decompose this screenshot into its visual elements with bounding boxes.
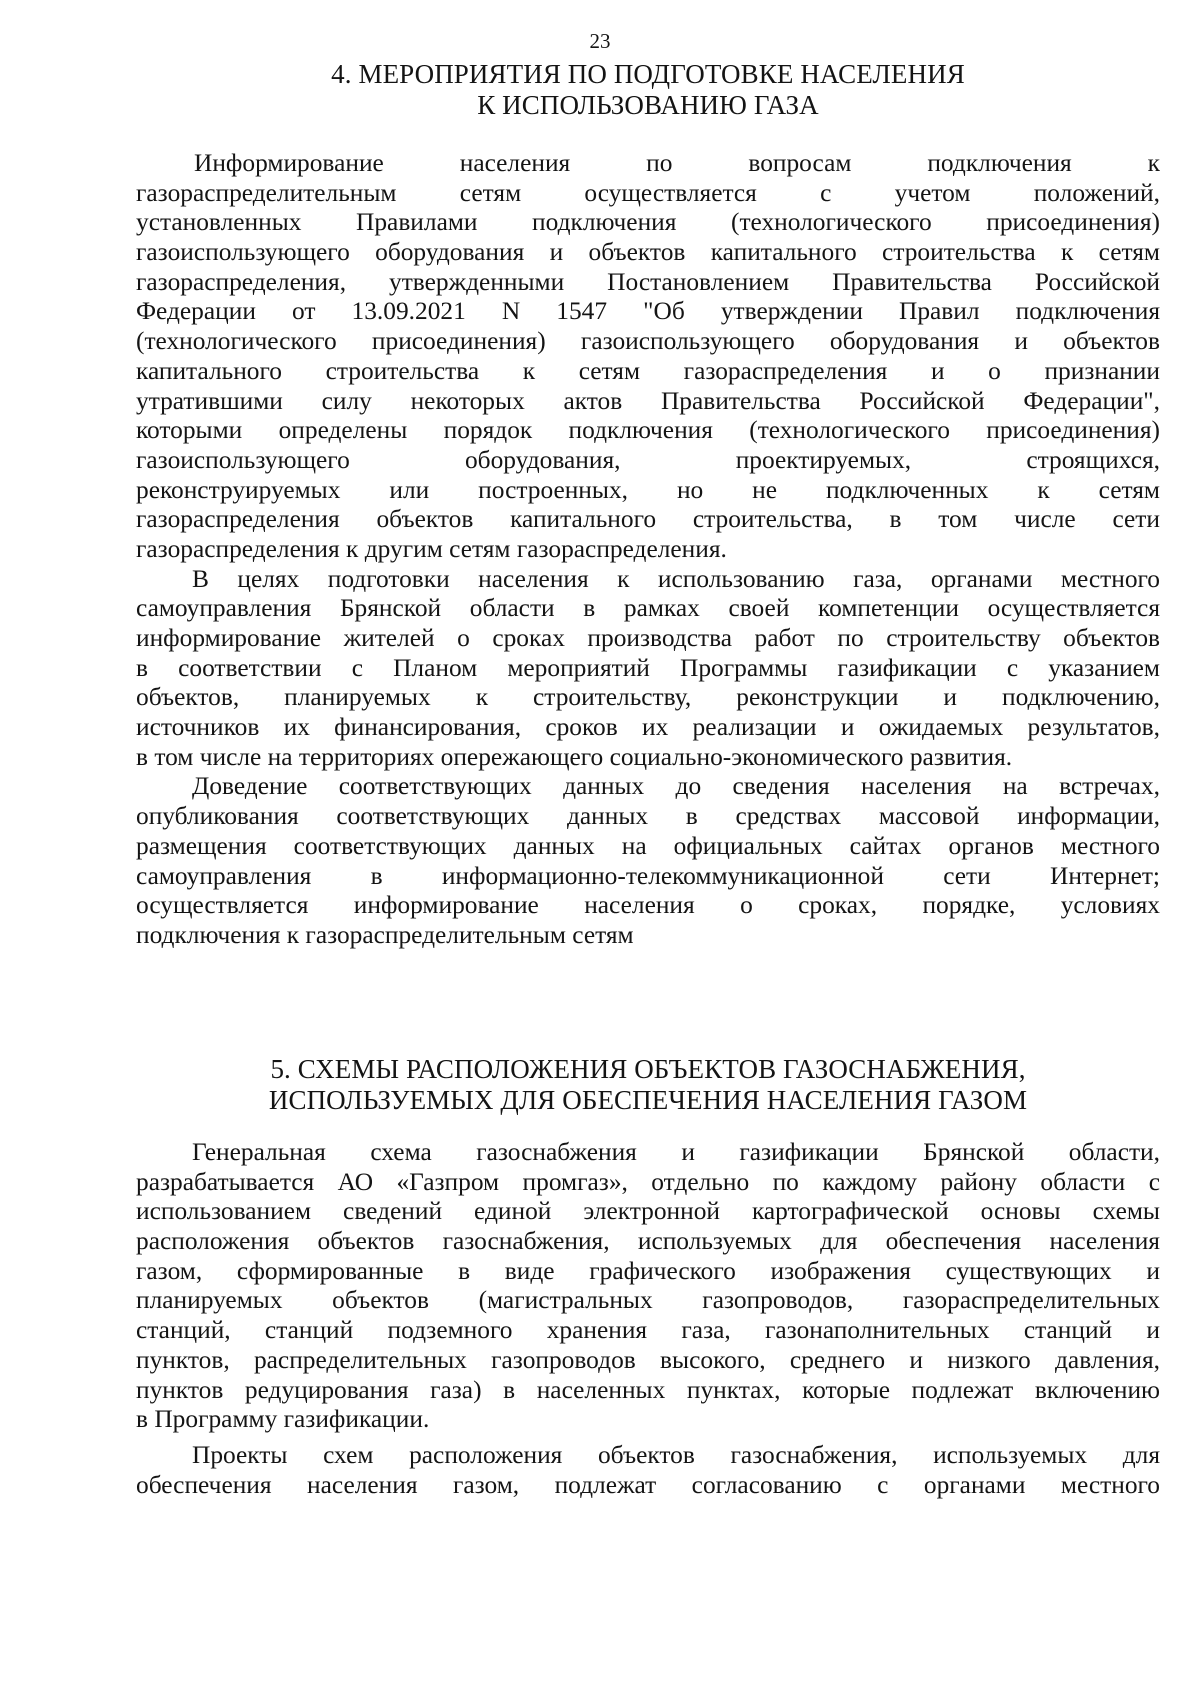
section-5-heading-line: 5. СХЕМЫ РАСПОЛОЖЕНИЯ ОБЪЕКТОВ ГАЗОСНАБЖЕНИЯ, [270,1054,1026,1084]
text-line: расположения объектов газоснабжения, используемых для обеспечения населения [136,1227,1160,1256]
text-line: пунктов редуцирования газа) в населенных пунктах, которые подлежат включению [136,1375,1160,1404]
text-line: утратившими силу некоторых актов Правительства Российской Федерации", [136,386,1160,415]
text-line: в том числе на территориях опережающего социально-экономического развития. [136,742,1013,771]
text-line: установленных Правилами подключения (технологического присоединения) [136,208,1160,237]
text-line: осуществляется информирование населения о сроках, порядке, условиях [136,891,1160,920]
text-line: объектов, планируемых к строительству, реконструкции и подключению, [136,683,1160,712]
paragraph [136,565,1160,773]
text-line: Генеральная схема газоснабжения и газификации Брянской области, [192,1138,1160,1166]
paragraph [136,1441,1160,1500]
text-line: обеспечения населения газом, подлежат согласованию с органами местного [136,1470,1160,1499]
text-line: газораспределения к другим сетям газораспределения. [136,534,727,563]
text-line: подключения к газораспределительным сетям [136,920,634,949]
section-5-heading [136,1054,1160,1116]
text-line: опубликования соответствующих данных в средствах массовой информации, [136,802,1160,831]
page-number: 23 [589,29,611,53]
text-line: газораспределительным сетям осуществляется с учетом положений, [136,178,1160,207]
text-line: капитального строительства к сетям газораспределения и о признании [136,356,1160,385]
text-line: использованием сведений единой электронной картографической основы схемы [136,1197,1160,1226]
paragraph [136,149,1160,565]
text-line: пунктов, распределительных газопроводов высокого, среднего и низкого давления, [136,1345,1160,1374]
section-4-heading [136,59,1160,121]
section-4-body [136,149,1160,951]
section-4-heading-line: 4. МЕРОПРИЯТИЯ ПО ПОДГОТОВКЕ НАСЕЛЕНИЯ [331,59,965,89]
text-line: Федерации от 13.09.2021 N 1547 "Об утверждении Правил подключения [136,297,1160,326]
text-line: газораспределения, утвержденными Постановлением Правительства Российской [136,267,1160,296]
section-5-body [136,1138,1160,1500]
text-line: газом, сформированные в виде графического изображения существующих и [136,1256,1160,1285]
text-line: самоуправления в информационно-телекоммуникационной сети Интернет; [136,861,1160,890]
text-line: в соответствии с Планом мероприятий Программы газификации с указанием [136,653,1160,682]
text-line: (технологического присоединения) газоиспользующего оборудования и объектов [136,327,1160,356]
paragraph [136,1138,1160,1435]
paragraph [136,772,1160,950]
text-line: газоиспользующего оборудования, проектируемых, строящихся, [136,445,1160,474]
text-line: станций, станций подземного хранения газа, газонаполнительных станций и [136,1316,1160,1345]
text-line: планируемых объектов (магистральных газопроводов, газораспределительных [136,1286,1160,1315]
section-5-heading-line: ИСПОЛЬЗУЕМЫХ ДЛЯ ОБЕСПЕЧЕНИЯ НАСЕЛЕНИЯ ГАЗОМ [268,1085,1028,1115]
section-4-heading-line: К ИСПОЛЬЗОВАНИЮ ГАЗА [477,90,819,120]
text-line: в Программу газификации. [136,1405,430,1434]
text-line: Проекты схем расположения объектов газоснабжения, используемых для [192,1440,1160,1469]
text-line: разрабатывается АО «Газпром промгаз», отдельно по каждому району области с [136,1167,1160,1196]
text-line: самоуправления Брянской области в рамках своей компетенции осуществляется [136,594,1160,623]
text-line: размещения соответствующих данных на официальных сайтах органов местного [136,831,1160,860]
text-line: реконструируемых или построенных, но не подключенных к сетям [136,475,1160,504]
text-line: газоиспользующего оборудования и объектов капитального строительства к сетям [136,238,1160,267]
text-line: Доведение соответствующих данных до сведения населения на встречах, [192,772,1160,801]
text-line: которыми определены порядок подключения (технологического присоединения) [136,416,1160,445]
text-line: В целях подготовки населения к использованию газа, органами местного [192,564,1160,593]
text-line: информирование жителей о сроках производства работ по строительству объектов [136,624,1160,652]
text-line: газораспределения объектов капитального строительства, в том числе сети [136,505,1160,534]
text-line: Информирование населения по вопросам подключения к [194,149,1160,177]
text-line: источников их финансирования, сроков их реализации и ожидаемых результатов, [136,713,1160,742]
